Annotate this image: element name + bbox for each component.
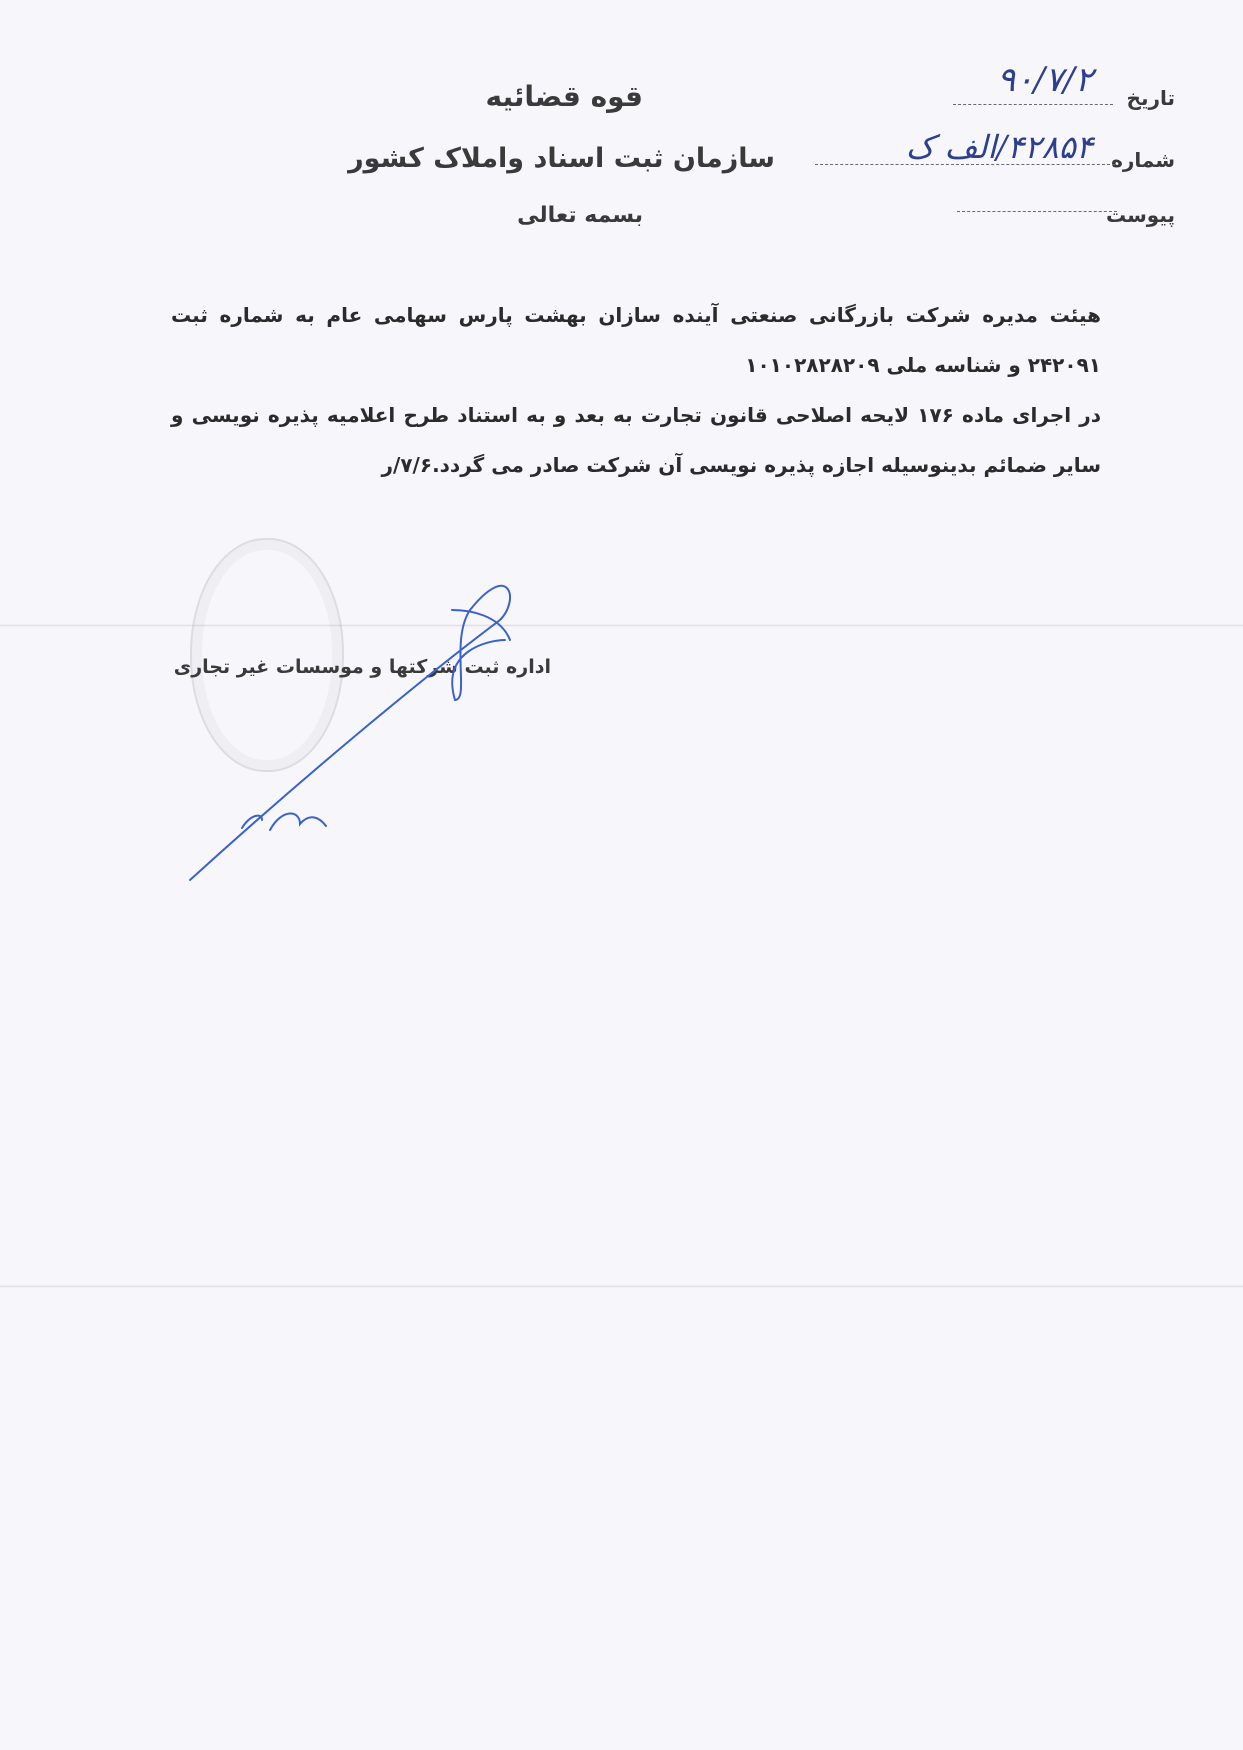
basmala-heading: بسمه تعالی [517,203,643,228]
attachment-label: پیوست [1105,203,1175,227]
body-paragraph-permission: در اجرای ماده ۱۷۶ لایحه اصلاحی قانون تجارت به بعد و به استناد طرح اعلامیه پذیره نویسی و سایر ضمائم بدینوسیله اجازه پذیره نویسی آن شرکت صادر می گردد.۷/۶/ر [171,403,1101,477]
number-label: شماره [1111,148,1175,172]
number-handwritten: ۴۲۸۵۴/الف ک [905,128,1093,166]
issuing-office: اداره ثبت شرکتها و موسسات غیر تجاری [173,656,551,678]
date-handwritten: ۹۰/۷/۲ [997,60,1093,100]
org-title-judiciary: قوه قضائیه [485,80,643,113]
date-label: تاریخ [1126,86,1175,110]
body-paragraph-board: هیئت مدیره شرکت بازرگانی صنعتی آینده سازان بهشت پارس سهامی عام به شماره ثبت ۲۴۲۰۹۱ و شناسه ملی ۱۰۱۰۲۸۲۸۲۰۹ [171,303,1101,377]
org-title-registry: سازمان ثبت اسناد واملاک کشور [348,143,775,174]
